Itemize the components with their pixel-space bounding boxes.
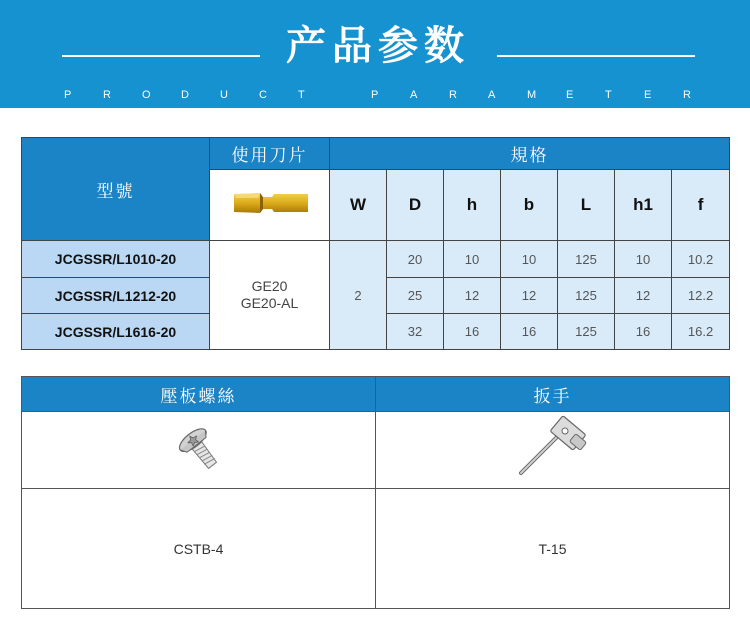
- insert-cell: [210, 241, 330, 350]
- table-row: [22, 241, 730, 278]
- insert-header: 使用刀片: [210, 138, 330, 170]
- f-value: 10.2: [672, 241, 730, 278]
- subtitle-letter: R: [449, 89, 457, 101]
- h1-value: 10: [615, 241, 672, 278]
- wrench-image-cell: [376, 412, 730, 489]
- model-header: 型號: [22, 138, 210, 241]
- subtitle-letter: T: [298, 89, 305, 101]
- b-value: 16: [501, 314, 558, 350]
- spec-table: [21, 137, 730, 350]
- insert-name: GE20-AL: [240, 295, 299, 311]
- b-value: 12: [501, 278, 558, 314]
- subtitle-letter: U: [220, 89, 228, 101]
- h-value: 16: [444, 314, 501, 350]
- column-header-b: b: [501, 170, 558, 241]
- d-value: 25: [387, 278, 444, 314]
- model-cell: JCGSSR/L1010-20: [22, 241, 210, 278]
- subtitle-letter: R: [103, 89, 111, 101]
- screw-code: CSTB-4: [22, 489, 376, 609]
- wrench-header: 扳手: [376, 377, 730, 412]
- subtitle-letter: P: [371, 89, 379, 101]
- column-header-l: L: [558, 170, 615, 241]
- h1-value: 16: [615, 314, 672, 350]
- subtitle-letter: O: [142, 89, 151, 101]
- column-header-h: h: [444, 170, 501, 241]
- subtitle-letter: R: [683, 89, 691, 101]
- spec-header: 規格: [330, 138, 730, 170]
- l-value: 125: [558, 314, 615, 350]
- subtitle-letter: D: [181, 89, 189, 101]
- wrench-code: T-15: [376, 489, 730, 609]
- w-value-cell: 2: [330, 241, 387, 350]
- model-cell: JCGSSR/L1616-20: [22, 314, 210, 350]
- insert-icon: [228, 188, 312, 218]
- accessories-table: [21, 376, 730, 609]
- column-header-w: W: [330, 170, 387, 241]
- subtitle-letter: C: [259, 89, 267, 101]
- subtitle-letter: M: [527, 89, 537, 101]
- subtitle-letter: P: [64, 89, 72, 101]
- insert-name: GE20: [251, 278, 288, 294]
- b-value: 10: [501, 241, 558, 278]
- screw-header: 壓板螺絲: [22, 377, 376, 412]
- subtitle-letter: A: [410, 89, 418, 101]
- column-header-d: D: [387, 170, 444, 241]
- h1-value: 12: [615, 278, 672, 314]
- f-value: 12.2: [672, 278, 730, 314]
- page-title: 产品参数: [286, 23, 470, 69]
- d-value: 20: [387, 241, 444, 278]
- l-value: 125: [558, 241, 615, 278]
- subtitle-letter: T: [605, 89, 612, 101]
- model-cell: JCGSSR/L1212-20: [22, 278, 210, 314]
- column-header-h1: h1: [615, 170, 672, 241]
- title-rule-left: [62, 55, 260, 57]
- screw-icon: [171, 420, 227, 476]
- header-banner: [0, 0, 750, 108]
- f-value: 16.2: [672, 314, 730, 350]
- d-value: 32: [387, 314, 444, 350]
- subtitle-letter: A: [488, 89, 496, 101]
- wrench-icon: [505, 415, 601, 481]
- l-value: 125: [558, 278, 615, 314]
- insert-image-cell: [210, 170, 330, 241]
- subtitle-letter: E: [566, 89, 574, 101]
- column-header-f: f: [672, 170, 730, 241]
- title-rule-right: [497, 55, 695, 57]
- subtitle-letter: E: [644, 89, 652, 101]
- screw-image-cell: [22, 412, 376, 489]
- h-value: 12: [444, 278, 501, 314]
- h-value: 10: [444, 241, 501, 278]
